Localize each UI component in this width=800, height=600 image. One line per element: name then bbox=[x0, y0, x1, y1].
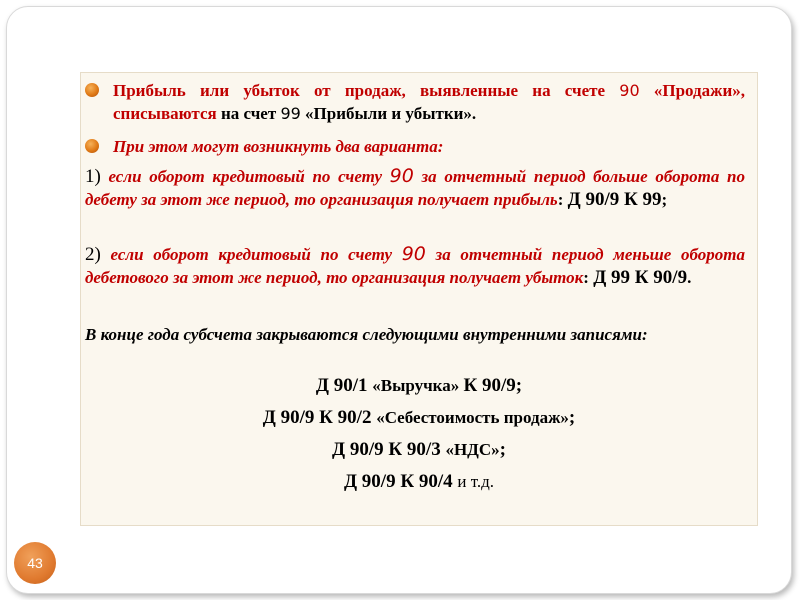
case2-marker: 2) bbox=[85, 244, 101, 265]
entry4-accounts: Д 90/9 К 90/4 bbox=[343, 471, 458, 492]
closing-paragraph bbox=[85, 323, 745, 346]
bullet2-text: При этом могут возникнуть два варианта: bbox=[113, 137, 444, 156]
case1-text-a: если оборот кредитовый по счету bbox=[100, 167, 390, 186]
entry2-label: «Себестоимость продаж» bbox=[376, 408, 569, 427]
bullet-sales-writeoff bbox=[81, 79, 745, 125]
case1-entry: Д 90/9 К 99 bbox=[567, 189, 662, 210]
case1-text-b: за отчетный период больше оборота по дебету за этот же период, то организация получает прибыль bbox=[85, 167, 745, 209]
case2-text bbox=[85, 243, 745, 289]
entry2-tail: ; bbox=[568, 407, 576, 428]
case2-text-b: за отчетный период меньше оборота дебетового за этот же период, то организация получает убыток bbox=[85, 245, 745, 287]
bullet1-part1: Прибыль или убыток от продаж, выявленные на счете bbox=[113, 81, 620, 100]
entry3-tail: ; bbox=[499, 439, 506, 460]
closing-entry-1 bbox=[81, 375, 757, 397]
bullet1-part2: «Продажи», списываются bbox=[113, 81, 746, 123]
bullet1-part3: на счет bbox=[220, 104, 281, 123]
case1-end: ; bbox=[661, 190, 668, 209]
entry1-accounts: Д 90/1 bbox=[315, 375, 373, 396]
case1-colon: : bbox=[557, 190, 568, 209]
case2-colon: : bbox=[583, 268, 594, 287]
entry1-label: «Выручка» bbox=[372, 376, 464, 395]
page-number-badge bbox=[14, 542, 56, 584]
case2-entry: Д 99 К 90/9 bbox=[593, 267, 688, 288]
entry2-accounts: Д 90/9 К 90/2 bbox=[262, 407, 377, 428]
case-1 bbox=[85, 165, 745, 211]
bullet1-num2: 99 bbox=[280, 104, 301, 123]
entry4-tail: и т.д. bbox=[457, 472, 495, 491]
case2-end: . bbox=[687, 268, 692, 287]
closing-text: В конце года субсчета закрываются следующими внутренними записями: bbox=[85, 325, 648, 344]
entry1-credit: К 90/9 bbox=[463, 375, 516, 396]
case1-text bbox=[85, 165, 745, 211]
case2-text-a: если оборот кредитовый по счету bbox=[100, 245, 402, 264]
bullet-icon bbox=[85, 139, 99, 153]
bullet-two-variants bbox=[81, 135, 745, 158]
content-box bbox=[80, 72, 758, 526]
bullet1-part4: «Прибыли и убытки». bbox=[300, 104, 477, 123]
case1-num: 90 bbox=[389, 165, 414, 187]
bullet-text bbox=[113, 79, 745, 125]
entry3-accounts: Д 90/9 К 90/3 bbox=[332, 439, 446, 460]
closing-entry-2 bbox=[81, 407, 757, 429]
case2-num: 90 bbox=[401, 243, 426, 265]
bullet-icon bbox=[85, 83, 99, 97]
closing-entry-4 bbox=[81, 471, 757, 493]
entry1-tail: ; bbox=[515, 375, 523, 396]
page-number: 43 bbox=[27, 555, 43, 571]
bullet1-num: 90 bbox=[619, 81, 640, 100]
closing-entry-3 bbox=[81, 439, 757, 461]
case1-marker: 1) bbox=[85, 166, 101, 187]
entry3-label: «НДС» bbox=[445, 440, 500, 459]
case-2 bbox=[85, 243, 745, 289]
